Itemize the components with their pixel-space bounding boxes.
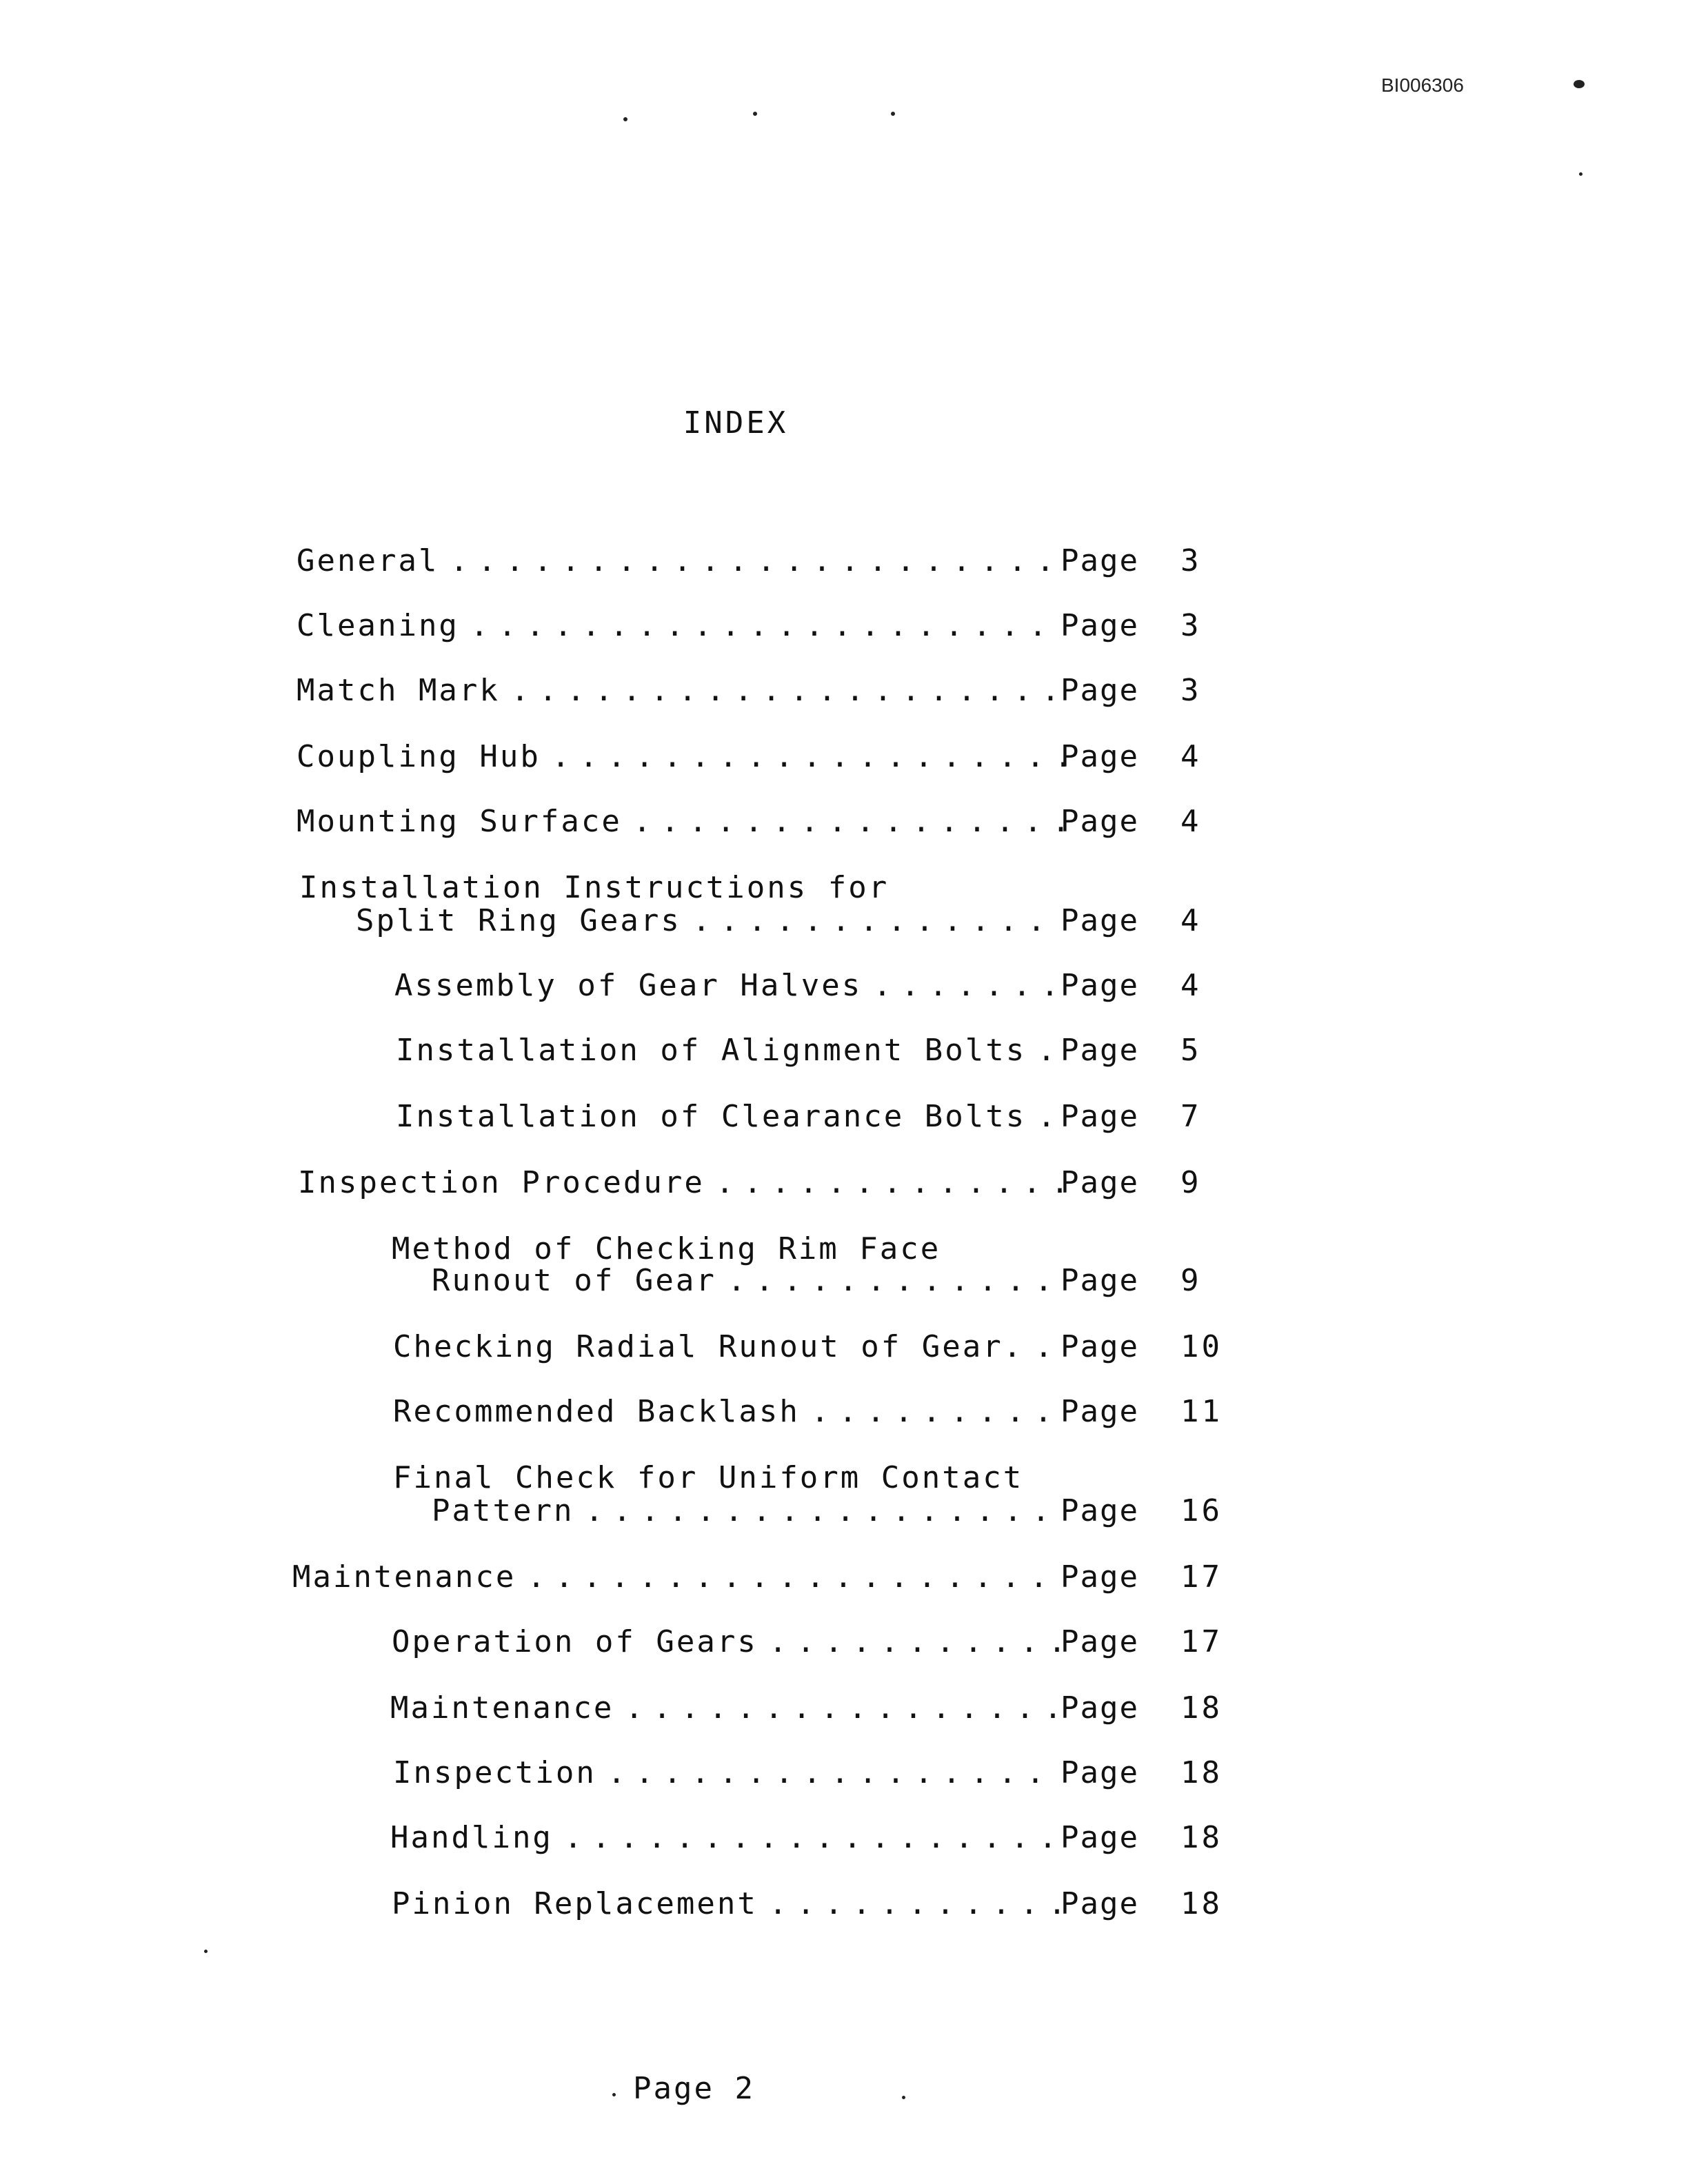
toc-page-label: Page: [1061, 1820, 1139, 1855]
toc-entry: [0, 968, 1688, 1007]
toc-page-label: Page: [1061, 1329, 1139, 1364]
toc-page-label: Page: [1061, 903, 1139, 938]
toc-page-label: Page: [1061, 1690, 1139, 1726]
toc-entry-label: General: [297, 543, 439, 578]
toc-entry-label: Installation of Clearance Bolts: [396, 1099, 1027, 1134]
dot-leader: .................: [585, 1493, 1060, 1528]
toc-page-number: 9: [1180, 1165, 1202, 1200]
toc-page-number: 9: [1180, 1263, 1202, 1298]
dot-leader: ................: [632, 804, 1080, 839]
toc-entry: [0, 804, 1688, 842]
toc-page-number: 18: [1180, 1820, 1223, 1855]
dot-leader: .........: [810, 1394, 1063, 1429]
dot-leader: .......: [873, 968, 1069, 1003]
toc-entry: [0, 1394, 1688, 1433]
toc-entry: [0, 1559, 1688, 1598]
toc-entry-label: Match Mark: [297, 673, 500, 708]
toc-page-number: 16: [1180, 1493, 1223, 1528]
toc-page-label: Page: [1061, 1493, 1139, 1528]
toc-entry: [0, 1820, 1688, 1859]
toc-page-number: 3: [1180, 673, 1202, 708]
toc-page-number: 3: [1180, 543, 1202, 578]
toc-page-number: 4: [1180, 804, 1202, 839]
toc-page-label: Page: [1061, 1033, 1139, 1068]
toc-entry: [0, 608, 1688, 647]
toc-entry-label: Maintenance: [390, 1690, 614, 1726]
toc-entry: [0, 543, 1688, 582]
dot-leader: .: [1034, 1329, 1063, 1364]
dot-leader: ..................: [563, 1820, 1067, 1855]
toc-entry-label: Pinion Replacement: [392, 1886, 758, 1921]
toc-page-number: 18: [1180, 1690, 1223, 1726]
toc-entry-label: Inspection Procedure: [298, 1165, 705, 1200]
toc-entry: [0, 1165, 1688, 1204]
toc-entry: [0, 903, 1688, 942]
dot-leader: ......................: [450, 543, 1065, 578]
toc-page-label: Page: [1061, 1559, 1139, 1595]
toc-entry-label: Handling: [390, 1820, 553, 1855]
toc-entry-label: Inspection: [393, 1755, 596, 1790]
dot-leader: .: [1037, 1099, 1065, 1134]
toc-entry-label: Pattern: [432, 1493, 574, 1528]
toc-page-label: Page: [1061, 804, 1139, 839]
dot-leader: ............: [727, 1263, 1063, 1298]
toc-entry: [0, 1493, 1688, 1532]
dot-leader: ...........: [768, 1886, 1076, 1921]
toc-page-label: Page: [1061, 968, 1139, 1003]
toc-page-label: Page: [1061, 673, 1139, 708]
toc-entry: [0, 673, 1688, 711]
toc-page-label: Page: [1061, 1099, 1139, 1134]
toc-entry-label: Method of Checking Rim Face: [392, 1231, 941, 1266]
document-id: BI006306: [1381, 74, 1464, 96]
dot-leader: ...................: [527, 1559, 1058, 1595]
toc-entry-label: Coupling Hub: [297, 739, 541, 774]
toc-entry: [0, 1329, 1688, 1368]
toc-page-number: 17: [1180, 1559, 1223, 1595]
dot-leader: ...........: [768, 1624, 1076, 1659]
dot-leader: ...................: [551, 739, 1083, 774]
dot-leader: .....................: [470, 608, 1057, 643]
toc-page-number: 5: [1180, 1033, 1202, 1068]
toc-entry: [0, 1099, 1688, 1138]
dot-leader: .: [1037, 1033, 1065, 1068]
dot-leader: ................: [607, 1755, 1054, 1790]
toc-page-label: Page: [1061, 1394, 1139, 1429]
toc-page-label: Page: [1061, 543, 1139, 578]
toc-page-number: 18: [1180, 1886, 1223, 1921]
dot-leader: ....................: [510, 673, 1069, 708]
toc-entry: [0, 1690, 1688, 1729]
toc-page-label: Page: [1061, 1165, 1139, 1200]
toc-page-number: 10: [1180, 1329, 1223, 1364]
toc-page-number: 11: [1180, 1394, 1223, 1429]
toc-page-label: Page: [1061, 1263, 1139, 1298]
toc-page-number: 3: [1180, 608, 1202, 643]
toc-entry-label: Mounting Surface: [297, 804, 622, 839]
toc-page-number: 4: [1180, 968, 1202, 1003]
toc-entry-label: Recommended Backlash: [393, 1394, 800, 1429]
toc-entry: [0, 739, 1688, 778]
dot-leader: ................: [625, 1690, 1072, 1726]
toc-page-number: 17: [1180, 1624, 1223, 1659]
toc-page-label: Page: [1061, 1624, 1139, 1659]
toc-entry: [0, 1263, 1688, 1302]
toc-entry-label: Runout of Gear: [432, 1263, 716, 1298]
toc-page-number: 4: [1180, 739, 1202, 774]
toc-entry: [0, 1033, 1688, 1071]
toc-entry-label: Installation of Alignment Bolts: [396, 1033, 1027, 1068]
page-footer: Page 2: [633, 2071, 755, 2106]
toc-page-number: 18: [1180, 1755, 1223, 1790]
toc-entry-label: Checking Radial Runout of Gear.: [393, 1329, 1024, 1364]
toc-page-label: Page: [1061, 1755, 1139, 1790]
toc-page-label: Page: [1061, 739, 1139, 774]
toc-page-label: Page: [1061, 608, 1139, 643]
toc-page-number: 4: [1180, 903, 1202, 938]
toc-entry: [0, 1624, 1688, 1663]
toc-entry: [0, 1755, 1688, 1794]
toc-entry-label: Operation of Gears: [392, 1624, 758, 1659]
toc-entry-label: Split Ring Gears: [356, 903, 681, 938]
page-title: INDEX: [683, 405, 789, 441]
dot-leader: .............: [715, 1165, 1079, 1200]
toc-page-label: Page: [1061, 1886, 1139, 1921]
dot-leader: .............: [692, 903, 1056, 938]
toc-entry-label: Final Check for Uniform Contact: [393, 1460, 1024, 1495]
toc-entry-label: Installation Instructions for: [299, 870, 890, 905]
toc-entry-label: Cleaning: [297, 608, 459, 643]
toc-page-number: 7: [1180, 1099, 1202, 1134]
toc-entry-label: Maintenance: [292, 1559, 516, 1595]
toc-entry: [0, 1886, 1688, 1925]
toc-entry-label: Assembly of Gear Halves: [394, 968, 863, 1003]
